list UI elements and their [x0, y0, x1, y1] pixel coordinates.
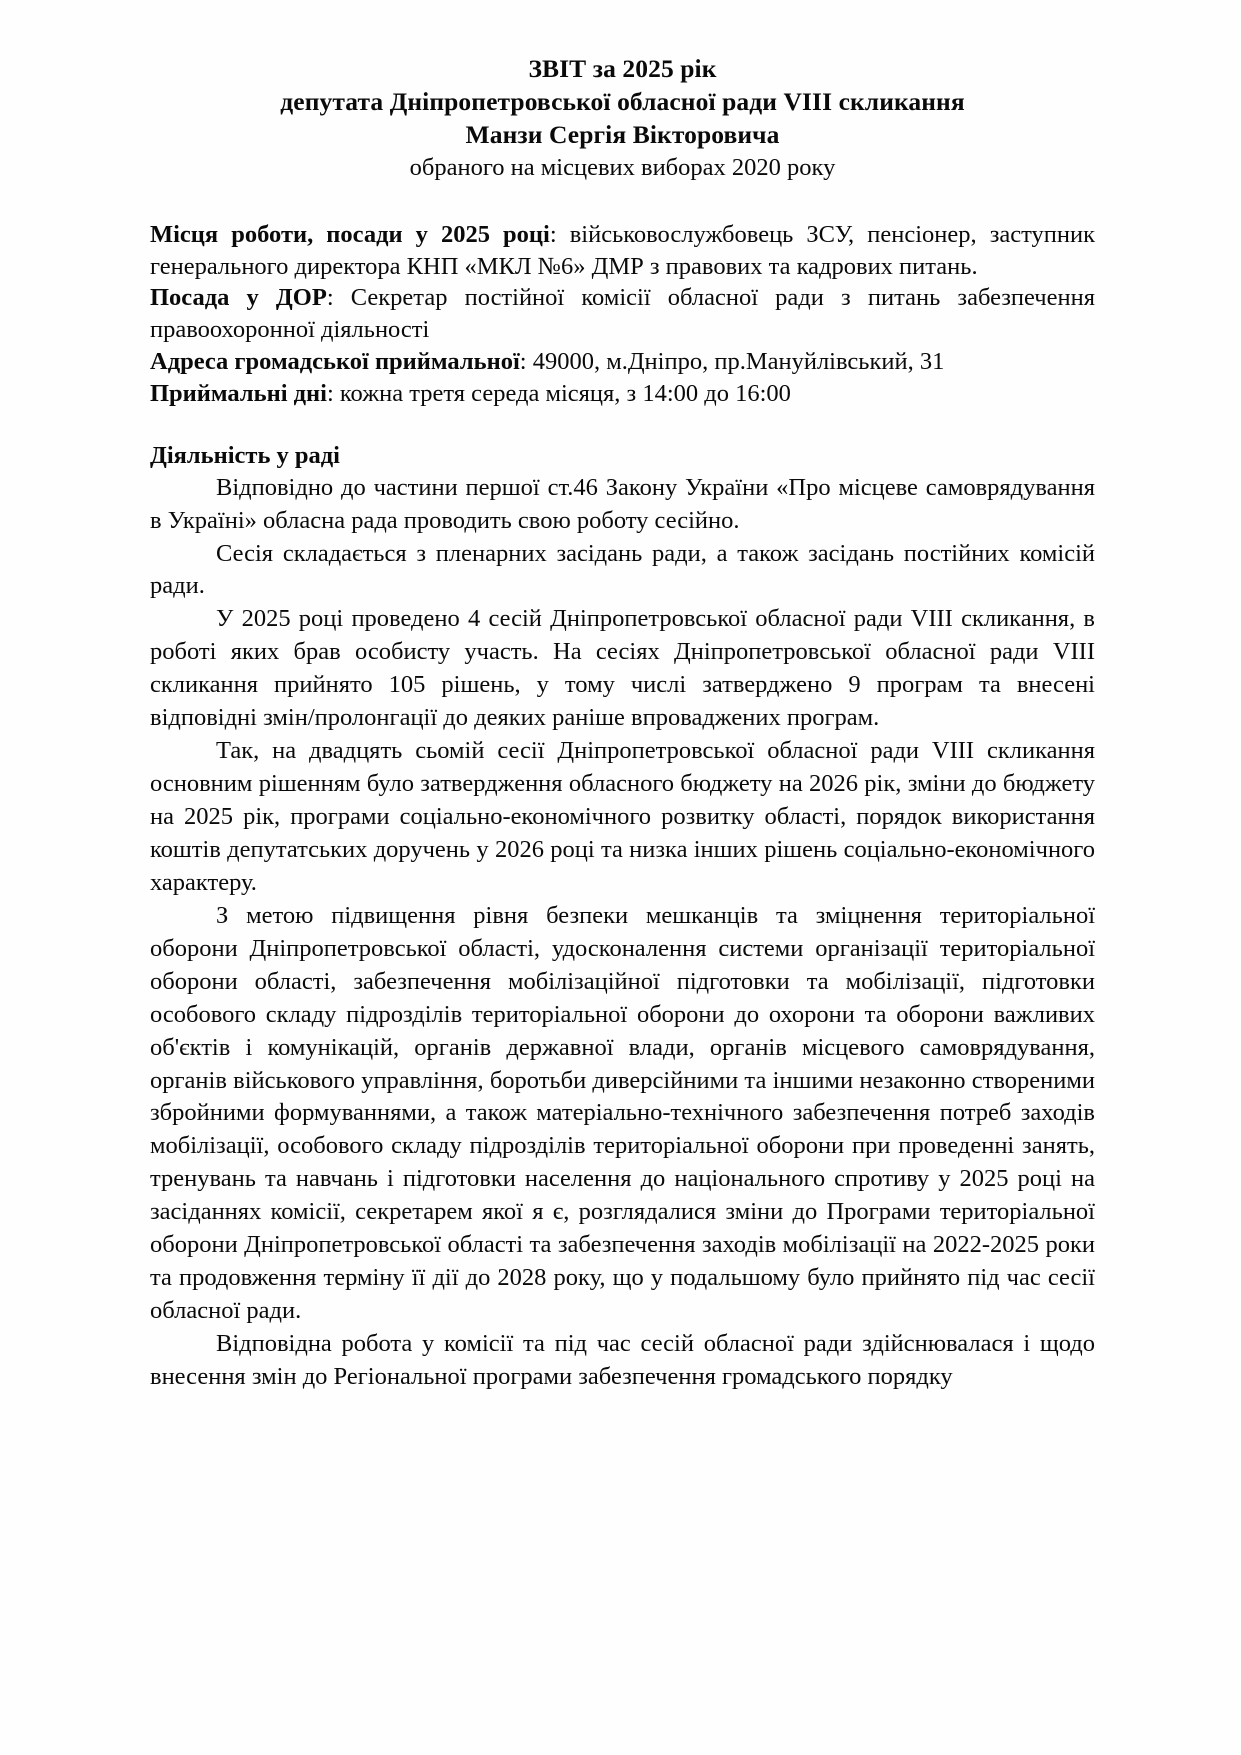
title-line-2: депутата Дніпропетровської обласної ради VIII скликання	[280, 87, 965, 117]
paragraph-4: Так, на двадцять сьомій сесії Дніпропетровської обласної ради VIII скликання основним рішенням було затвердження обласного бюджету на 2026 рік, зміни до бюджету на 2025 рік, програми соціально-економічного розвитку області, порядок використання коштів депутатських доручень у 2026 році та низка інших рішень соціально-економічного характеру.	[150, 737, 1095, 896]
info-reception-label: Приймальні дні	[150, 379, 327, 407]
info-address-label: Адреса громадської приймальної	[150, 348, 520, 376]
page-title	[150, 52, 1095, 151]
section-heading-council-activity: Діяльність у раді	[150, 441, 340, 469]
deputy-info-block	[150, 219, 1095, 410]
info-reception-days	[150, 378, 1095, 410]
info-address-value: : 49000, м.Дніпро, пр.Мануйлівський, 31	[519, 348, 945, 376]
title-line-1: ЗВІТ за 2025 рік	[528, 54, 717, 83]
info-reception-value: : кожна третя середа місяця, з 14:00 до 16:00	[326, 379, 791, 407]
info-workplaces-value: : військовослужбовець ЗСУ, пенсіонер, заступник генерального директора КНП «МКЛ №6» ДМР з правових та кадрових питань.	[150, 220, 1095, 280]
info-position-value: : Секретар постійної комісії обласної ради з питань забезпечення правоохоронної діяльності	[150, 284, 1095, 344]
paragraph-1: Відповідно до частини першої ст.46 Закону України «Про місцеве самоврядування в Україні» обласна рада проводить свою роботу сесійно.	[150, 473, 1095, 534]
page-subtitle: обраного на місцевих виборах 2020 року	[409, 154, 836, 182]
paragraph-6: Відповідна робота у комісії та під час сесій обласної ради здійснювалася і щодо внесення змін до Регіональної програми забезпечення громадського порядку	[150, 1330, 1095, 1390]
info-address	[150, 346, 1095, 378]
info-position	[150, 282, 1095, 346]
info-workplaces	[150, 219, 1095, 283]
paragraph-5: З метою підвищення рівня безпеки мешканців та зміцнення територіальної оборони Дніпропетровської області, удосконалення системи організації територіальної оборони області, забезпечення мобілізаційної підготовки та мобілізації, підготовки особового складу підрозділів територіальної оборони до охорони та оборони важливих об'єктів і комунікацій, органів державної влади, органів місцевого самоврядування, органів військового управління, боротьби диверсійними та іншими незаконно створеними збройними формуваннями, а також матеріально-технічного забезпечення потреб заходів мобілізації, особового складу підрозділів територіальної оборони при проведенні занять, тренувань та навчань і підготовки населення до національного спротиву у 2025 році на засіданнях комісії, секретарем якої я є, розглядалися зміни до Програми територіальної оборони Дніпропетровської області та забезпечення заходів мобілізації на 2022-2025 роки та продовження терміну її дії до 2028 року, що у подальшому було прийнято під час сесії обласної ради.	[150, 901, 1095, 1325]
paragraph-2: Сесія складається з пленарних засідань ради, а також засідань постійних комісій ради.	[150, 539, 1095, 600]
info-position-label: Посада у ДОР	[150, 284, 327, 312]
paragraph-3: У 2025 році проведено 4 сесій Дніпропетровської обласної ради VIII скликання, в роботі яких брав особисту участь. На сесіях Дніпропетровської обласної ради VIII скликання прийнято 105 рішень, у тому числі затверджено 9 програм та внесені відповідні змін/пролонгації до деяких раніше впроваджених програм.	[150, 605, 1095, 732]
info-workplaces-label: Місця роботи, посади у 2025 році	[150, 220, 550, 248]
title-line-3: Манзи Сергія Вікторовича	[465, 120, 780, 150]
